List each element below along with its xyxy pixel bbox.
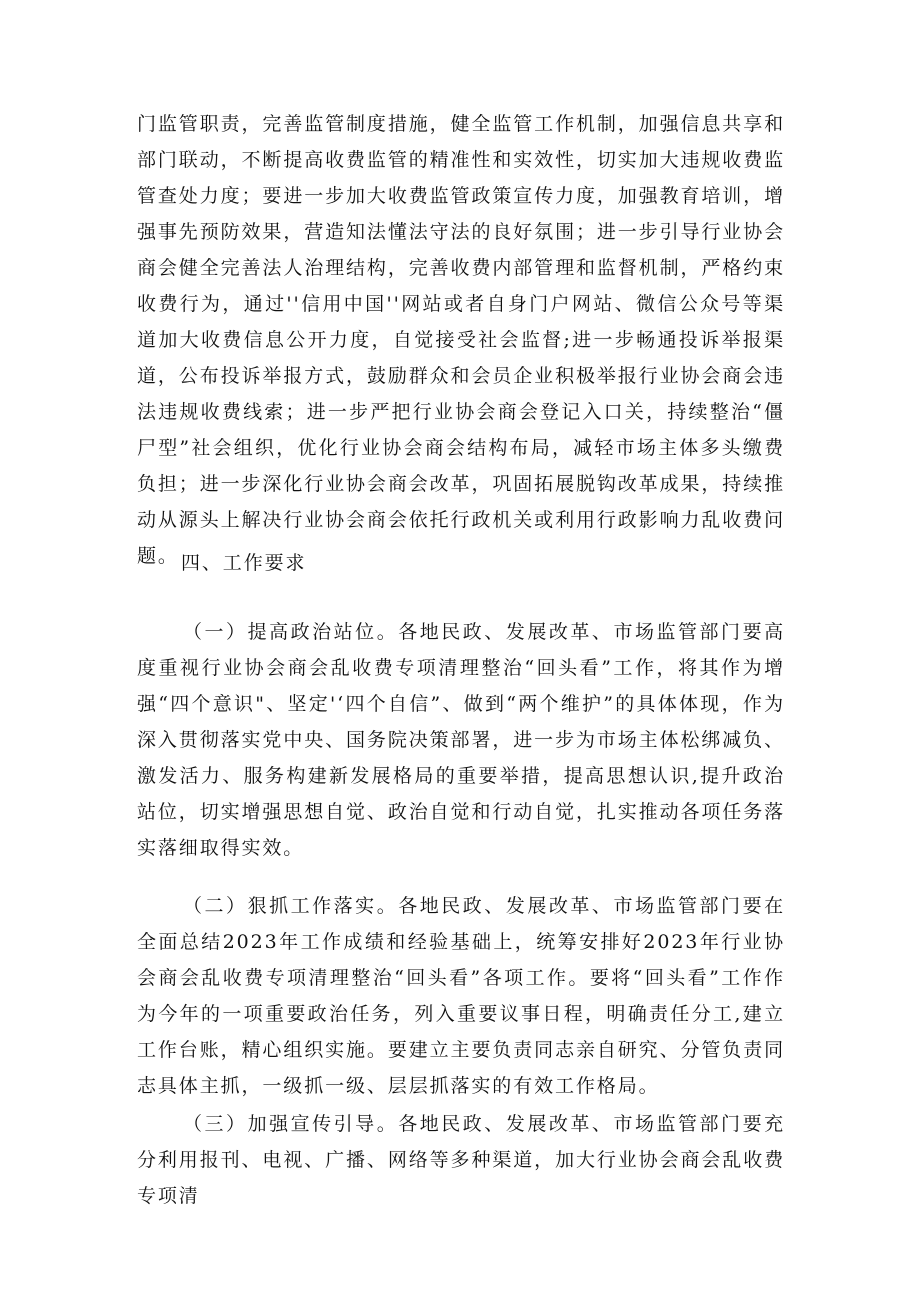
paragraph-implement-work: （二）狠抓工作落实。各地民政、发展改革、市场监管部门要在全面总结2023年工作成绩和经验基础上，统筹安排好2023年行业协会商会乱收费专项清理整治“回头看”各项工作。要将“回头看”工作作为今年的一项重要政治任务，列入重要议事日程，明确责任分工,建立工作台账，精心组织实施。要建立主要负责同志亲自研究、分管负责同志具体主抓，一级抓一级、层层抓落实的有效工作格局。 (137, 895, 785, 1097)
section-heading: 四、工作要求 (181, 552, 307, 574)
paragraph-raise-political-standing: （一）提高政治站位。各地民政、发展改革、市场监管部门要高度重视行业协会商会乱收费专项清理整治“回头看”工作，将其作为增强“四个意识"、坚定'‘四个自信”、做到“两个维护”的具体体现，作为深入贯彻落实党中央、国务院决策部署，进一步为市场主体松绑减负、激发活力、服务构建新发展格局的重要举措，提高思想认识,提升政治站位，切实增强思想自觉、政治自觉和行动自觉，扎实推动各项任务落实落细取得实效。 (137, 621, 785, 859)
continuation-paragraph: 门监管职责，完善监管制度措施，健全监管工作机制，加强信息共享和部门联动，不断提高收费监管的精准性和实效性，切实加大违规收费监管查处力度；要进一步加大收费监管政策宣传力度，加强教育培训，增强事先预防效果，营造知法懂法守法的良好氛围；进一步引导行业协会商会健全完善法人治理结构，完善收费内部管理和监督机制，严格约束收费行为，通过''信用中国''网站或者自身门户网站、微信公众号等渠道加大收费信息公开力度，自觉接受社会监督;进一步畅通投诉举报渠道，公布投诉举报方式，鼓励群众和会员企业积极举报行业协会商会违法违规收费线索；进一步严把行业协会商会登记入口关，持续整治“僵尸型”社会组织，优化行业协会商会结构布局，减轻市场主体多头缴费负担；进一步深化行业协会商会改革，巩固拓展脱钩改革成果，持续推动从源头上解决行业协会商会依托行政机关或利用行政影响力乱收费问题。 (137, 113, 785, 567)
paragraph-publicity-guidance: （三）加强宣传引导。各地民政、发展改革、市场监管部门要充分利用报刊、电视、广播、网络等多种渠道，加大行业协会商会乱收费专项清 (137, 1113, 785, 1207)
